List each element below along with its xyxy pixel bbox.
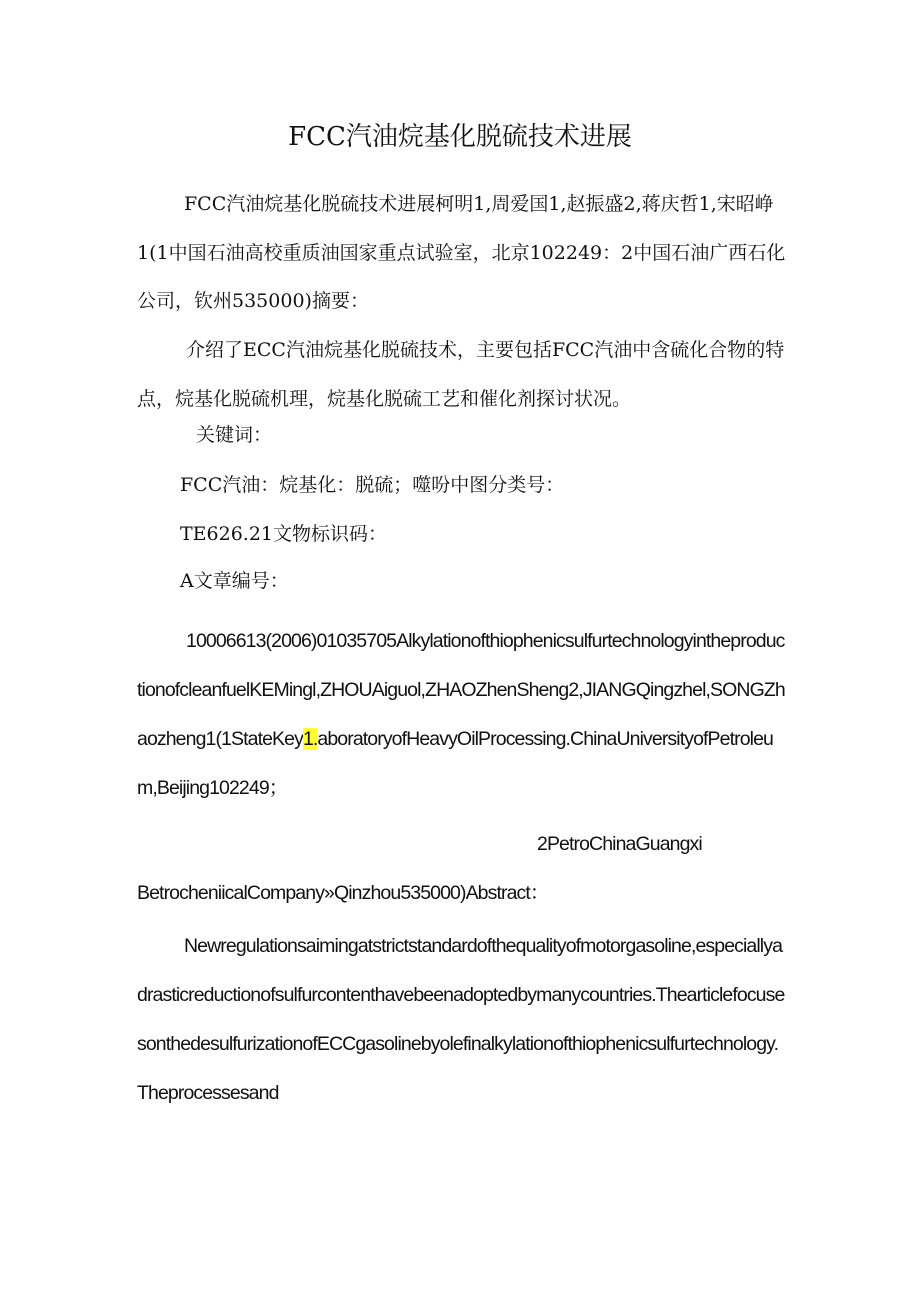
english-affiliation-continued: BetrocheniicalCompany»Qinzhou535000)Abstract： xyxy=(137,882,549,904)
english-title-authors-paragraph xyxy=(137,617,787,813)
english-text-part: 10006613(2006)01035705AlkylationofthiophenicsulfurtechnologyintheproductionofcleanfuelKEMingl,ZHOUAiguol,ZHAOZhenSheng2,JIANGQingzhel,SONGZhaozheng1(1StateKey xyxy=(137,630,785,750)
keywords-line: FCC汽油：烷基化：脱硫；噬吩中图分类号： xyxy=(180,474,565,496)
keywords-label: 关键词： xyxy=(196,424,273,446)
classification-line: TE626.21文物标识码： xyxy=(180,523,388,545)
document-title: FCC汽油烷基化脱硫技术进展 xyxy=(288,122,632,152)
english-text-part: aboratoryofHeavyOilProcessing.ChinaUniversityofPetroleum,Beijing102249； xyxy=(137,728,773,799)
highlighted-text: 1. xyxy=(302,728,318,750)
chinese-abstract-paragraph: 介绍了ECC汽油烷基化脱硫技术，主要包括FCC汽油中含硫化合物的特点，烷基化脱硫机理，烷基化脱硫工艺和催化剂探讨状况。 xyxy=(137,339,785,410)
english-affiliation-line: 2PetroChinaGuangxi xyxy=(537,833,702,855)
article-number-line: A文章编号： xyxy=(180,570,289,592)
authors-affiliation-paragraph: FCC汽油烷基化脱硫技术进展柯明1,周爱国1,赵振盛2,蒋庆哲1,宋昭峥1(1中国石油高校重质油国家重点试验室，北京102249：2中国石油广西石化公司，钦州535000)摘要： xyxy=(137,193,786,312)
english-abstract-paragraph: Newregulationsaimingatstrictstandardofthequalityofmotorgasoline,especiallyadrasticreductionofsulfurcontenthavebeenadoptedbymanycountries.ThearticlefocusesonthedesulfurizationofECCgasolinebyolefinalkylationofthiophenicsulfurtechnology.Theprocessesand xyxy=(137,935,785,1104)
